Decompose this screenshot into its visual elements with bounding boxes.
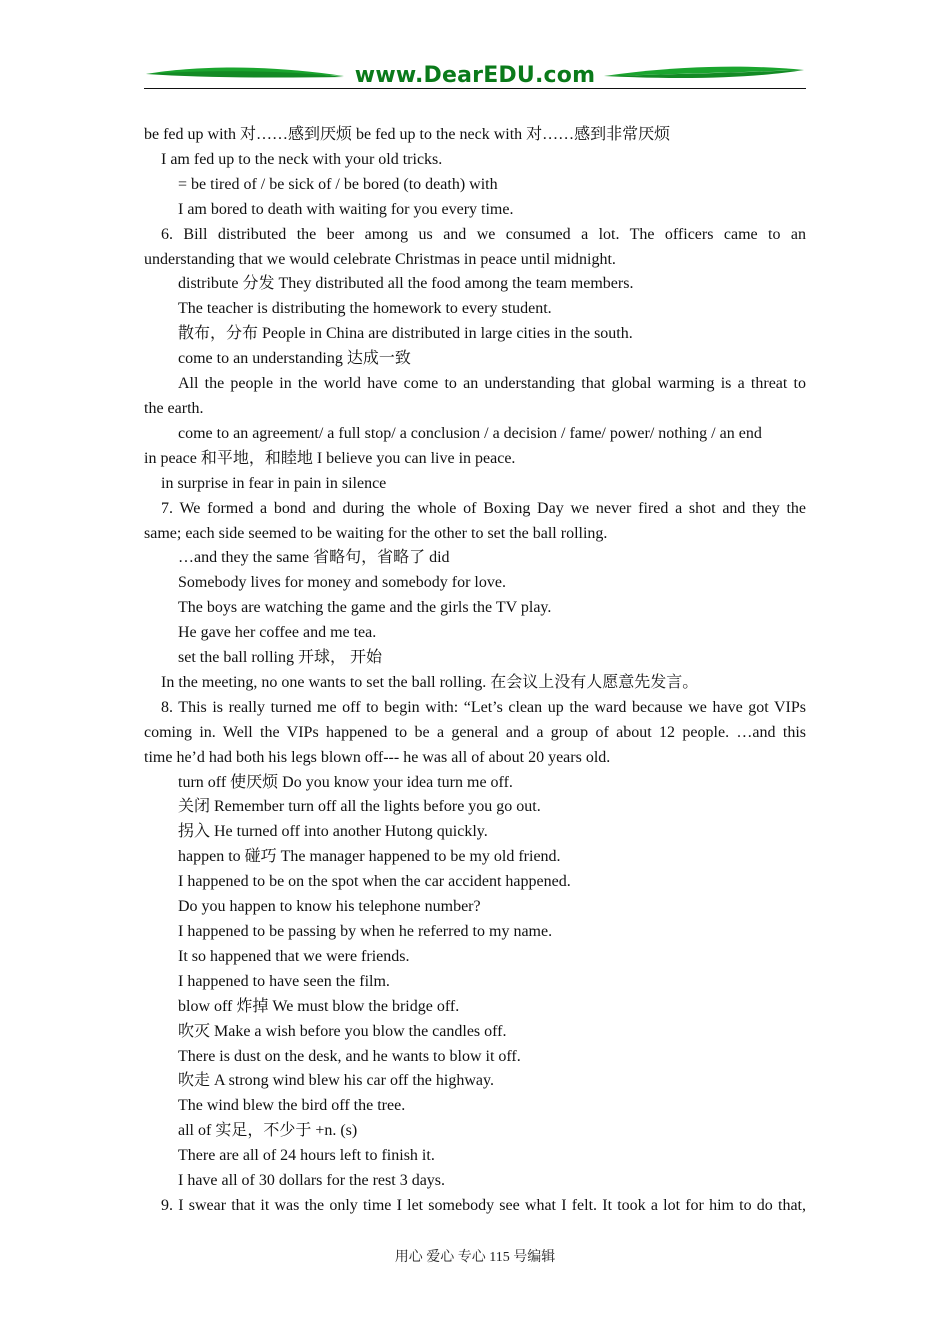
text-line: I have all of 30 dollars for the rest 3 days. — [178, 1172, 446, 1190]
text-line: coming in. Well the VIPs happened to be a general and a group of about 12 people. …and this — [144, 723, 806, 741]
text-line: blow off 炸掉 We must blow the bridge off. — [178, 997, 460, 1015]
text-line: time he’d had both his legs blown off--- he was all of about 20 years old. — [144, 748, 611, 766]
text-line: distribute 分发 They distributed all the food among the team members. — [178, 275, 634, 293]
header-divider — [144, 88, 806, 89]
text-line: turn off 使厌烦 Do you know your idea turn me off. — [178, 773, 513, 791]
text-line: 拐入 He turned off into another Hutong quickly. — [178, 823, 488, 841]
text-line: the earth. — [144, 399, 204, 417]
text-line: come to an agreement/ a full stop/ a conclusion / a decision / fame/ power/ nothing / an end — [178, 424, 762, 442]
text-line: Do you happen to know his telephone number? — [178, 898, 481, 916]
text-line: 9. I swear that it was the only time I let somebody see what I felt. It took a lot for him to do that, — [161, 1196, 806, 1214]
text-line: 吹灭 Make a wish before you blow the candles off. — [178, 1022, 507, 1040]
text-line: I happened to be passing by when he referred to my name. — [178, 923, 553, 940]
text-line: happen to 碰巧 The manager happened to be my old friend. — [178, 848, 561, 866]
text-line: In the meeting, no one wants to set the ball rolling. 在会议上没有人愿意先发言。 — [161, 673, 699, 691]
document-body — [144, 123, 806, 1219]
text-line: = be tired of / be sick of / be bored (to death) with — [178, 175, 498, 193]
text-line: Somebody lives for money and somebody for love. — [178, 574, 506, 592]
text-line: 8. This is really turned me off to begin with: “Let’s clean up the ward because we have got VIPs — [161, 698, 806, 716]
text-line: I happened to have seen the film. — [178, 972, 390, 990]
text-line: set the ball rolling 开球， 开始 — [178, 649, 382, 667]
text-line: The boys are watching the game and the girls the TV play. — [178, 599, 552, 617]
text-line: All the people in the world have come to an understanding that global warming is a threat to — [178, 375, 806, 393]
text-line: 关闭 Remember turn off all the lights before you go out. — [178, 798, 541, 816]
text-line: …and they the same 省略句，省略了 did — [178, 549, 450, 567]
text-line: 吹走 A strong wind blew his car off the highway. — [178, 1072, 494, 1090]
text-line: The wind blew the bird off the tree. — [178, 1097, 406, 1115]
page-header — [144, 62, 806, 92]
text-line: in surprise in fear in pain in silence — [161, 474, 387, 492]
text-line: He gave her coffee and me tea. — [178, 624, 377, 642]
text-line: in peace 和平地，和睦地 I believe you can live in peace. — [144, 449, 516, 467]
site-logo-text: www.DearEDU.com — [354, 63, 596, 88]
text-line: I happened to be on the spot when the car accident happened. — [178, 873, 571, 891]
text-line: 散布，分布 People in China are distributed in large cities in the south. — [178, 325, 633, 343]
text-line: come to an understanding 达成一致 — [178, 350, 411, 368]
text-line: be fed up with 对……感到厌烦 be fed up to the neck with 对……感到非常厌烦 — [144, 126, 671, 143]
text-line: 6. Bill distributed the beer among us and we consumed a lot. The officers came to an — [161, 225, 806, 243]
text-line: The teacher is distributing the homework to every student. — [178, 300, 552, 318]
text-line: I am fed up to the neck with your old tricks. — [161, 150, 443, 168]
text-line: It so happened that we were friends. — [178, 947, 410, 965]
text-line: There is dust on the desk, and he wants to blow it off. — [178, 1047, 521, 1065]
page-footer: 用心 爱心 专心 115 号编辑 — [394, 1250, 556, 1265]
text-line: I am bored to death with waiting for you every time. — [178, 200, 514, 218]
text-line: There are all of 24 hours left to finish it. — [178, 1147, 435, 1165]
text-line: all of 实足，不少于 +n. (s) — [178, 1122, 358, 1140]
text-line: 7. We formed a bond and during the whole of Boxing Day we never fired a shot and they the — [161, 499, 806, 517]
text-line: understanding that we would celebrate Christmas in peace until midnight. — [144, 250, 616, 268]
text-line: same; each side seemed to be waiting for the other to set the ball rolling. — [144, 524, 608, 542]
